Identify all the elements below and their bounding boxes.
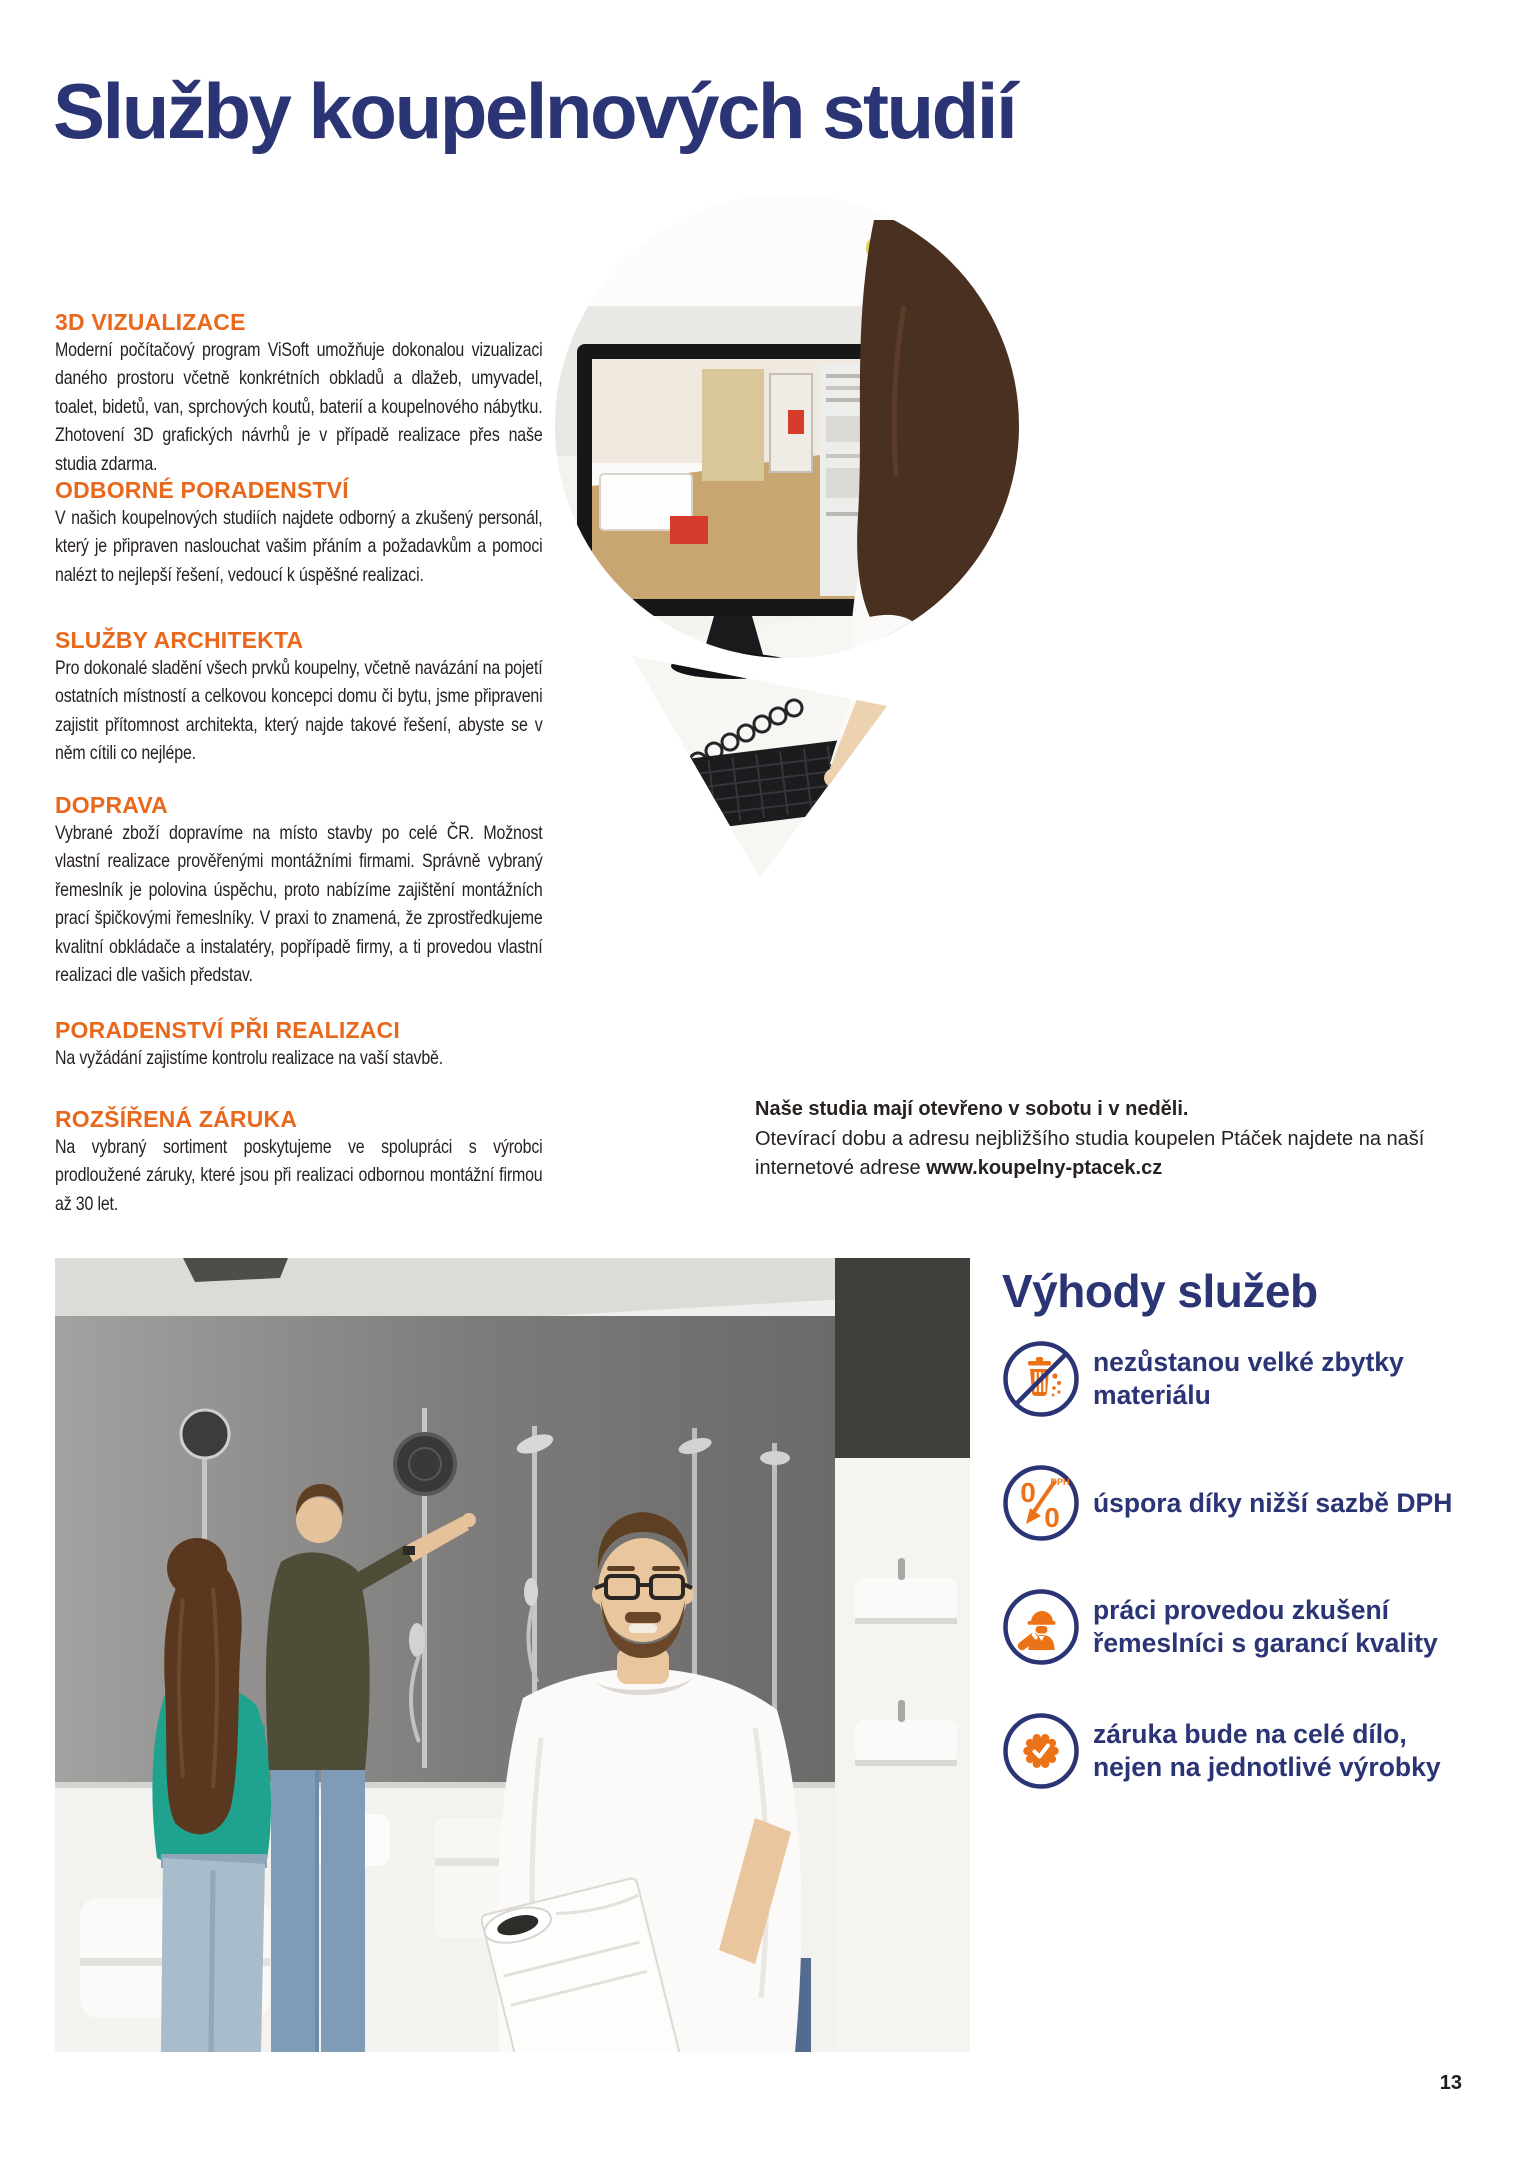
section-rozsirena-zaruka <box>55 1107 655 1218</box>
page-title: Služby koupelnových studií <box>53 67 1016 155</box>
benefits-list <box>1002 1340 1472 1836</box>
studio-consultant-photo <box>552 186 1022 886</box>
dph-discount-icon <box>1002 1464 1080 1542</box>
section-body: Na vybraný sortiment poskytujeme ve spolupráci s výrobci prodloužené záruky, které jsou při realizaci odbornou montážní firmou až 30 let. <box>55 1136 543 1215</box>
benefit-item-no-waste <box>1002 1340 1472 1418</box>
benefits-heading: Výhody služeb <box>1002 1265 1318 1317</box>
website-link[interactable]: www.koupelny-ptacek.cz <box>926 1157 1163 1179</box>
percent-zero-top: 0 <box>1020 1477 1036 1508</box>
section-heading: DOPRAVA <box>55 792 168 818</box>
section-body: V našich koupelnových studiích najdete odborný a zkušený personál, který je připraven naslouchat vašim přáním a požadavkům a pomoci nalézt to nejlepší řešení, vedoucí k úspěšné realizaci. <box>55 507 543 586</box>
benefit-label: práci provedou zkušení řemeslníci s garancí kvality <box>1093 1595 1438 1658</box>
benefit-label: nezůstanou velké zbytky materiálu <box>1093 1347 1404 1410</box>
benefit-item-warranty <box>1002 1712 1472 1790</box>
page-number: 13 <box>1439 2072 1462 2094</box>
dph-label: DPH <box>1050 1477 1070 1487</box>
studio-note-body <box>755 1125 1425 1184</box>
no-waste-icon <box>1002 1340 1080 1418</box>
benefit-item-dph <box>1002 1464 1472 1542</box>
section-body: Na vyžádání zajistíme kontrolu realizace na vaší stavbě. <box>55 1047 444 1069</box>
benefit-label: úspora díky nižší sazbě DPH <box>1093 1487 1453 1518</box>
section-body: Pro dokonalé sladění všech prvků koupelny, včetně navázání na pojetí ostatních místností a celkovou koncepci domu či bytu, jsme připraveni zajistit přítomnost architekta, který najde takové řešení, abyste se v něm cítili co nejlépe. <box>55 657 543 765</box>
section-heading: 3D VIZUALIZACE <box>55 309 246 335</box>
benefit-label: záruka bude na celé dílo, nejen na jednotlivé výrobky <box>1093 1719 1441 1782</box>
studio-note-text: Otevírací dobu a adresu nejbližšího studia koupelen Ptáček najdete na naší internetové adrese <box>755 1127 1425 1179</box>
section-heading: ROZŠÍŘENÁ ZÁRUKA <box>55 1106 298 1132</box>
showroom-photo <box>55 1258 970 2052</box>
benefit-item-craftsmen <box>1002 1588 1472 1666</box>
section-heading: ODBORNÉ PORADENSTVÍ <box>55 477 349 503</box>
section-body: Moderní počítačový program ViSoft umožňuje dokonalou vizualizaci daného prostoru včetně konkrétních obkladů a dlažeb, umyvadel, toalet, bidetů, van, sprchových koutů, baterií a koupelnového nábytku. Zhotovení 3D grafických návrhů je v případě realizace přes naše studia zdarma. <box>55 339 543 475</box>
warranty-badge-icon <box>1002 1712 1080 1790</box>
section-poradenstvi-pri-realizaci <box>55 1018 655 1072</box>
percent-zero-bottom: 0 <box>1044 1502 1060 1533</box>
section-heading: PORADENSTVÍ PŘI REALIZACI <box>55 1017 400 1043</box>
section-body: Vybrané zboží dopravíme na místo stavby po celé ČR. Možnost vlastní realizace prověřenými montážními firmami. Správně vybraný řemeslník je polovina úspěchu, proto nabízíme zajištění montážních prací špičkovými řemeslníky. V praxi to znamená, že zprostředkujeme kvalitní obkládače a instalatéry, popřípadě firmy, a ti provedou vlastní realizaci dle vašich představ. <box>55 822 543 987</box>
craftsmen-icon <box>1002 1588 1080 1666</box>
studio-note <box>755 1095 1425 1184</box>
studio-note-bold-line: Naše studia mají otevřeno v sobotu i v neděli. <box>755 1098 1189 1120</box>
section-heading: SLUŽBY ARCHITEKTA <box>55 627 304 653</box>
